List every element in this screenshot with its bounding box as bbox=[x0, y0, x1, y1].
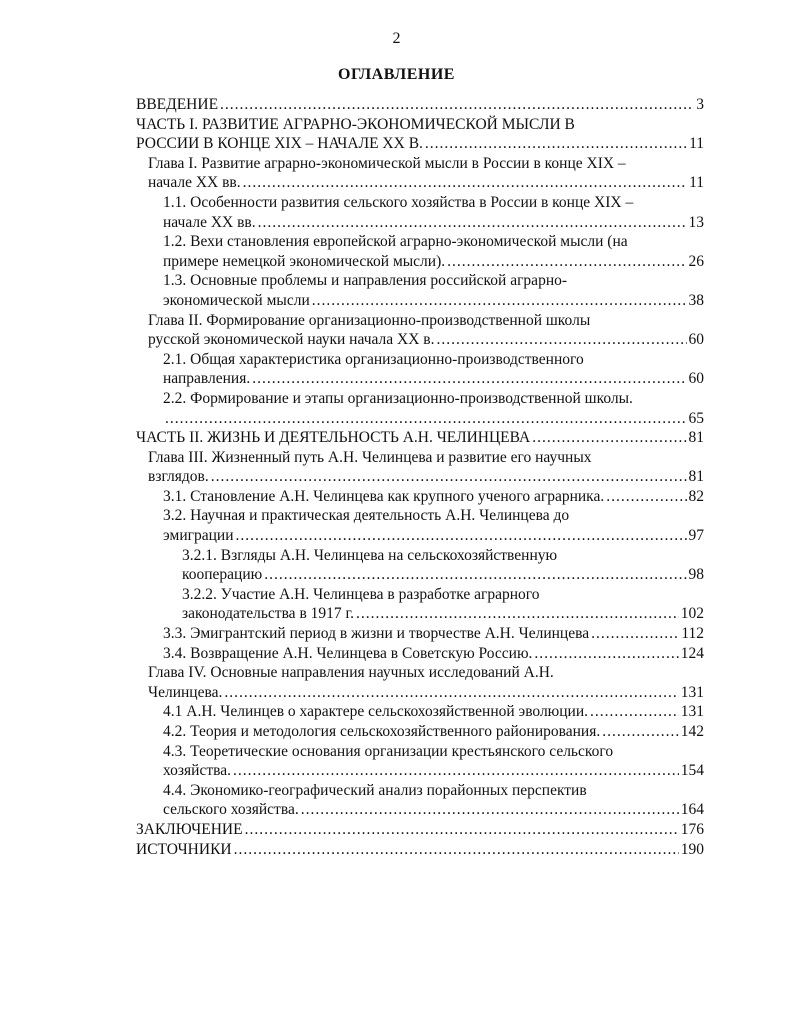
dot-leader bbox=[436, 330, 686, 350]
toc-page-number: 81 bbox=[688, 429, 704, 447]
toc-page-number: 11 bbox=[689, 174, 704, 192]
toc-entry-text-line: 2.1. Общая характеристика организационно-производственного bbox=[163, 350, 584, 368]
dot-leader bbox=[264, 565, 686, 585]
toc-page-number: 97 bbox=[688, 527, 704, 545]
toc-entry-title: Челинцева. bbox=[148, 683, 223, 701]
toc-entry bbox=[148, 154, 704, 193]
toc-page-number: 190 bbox=[680, 840, 704, 858]
toc-page-number: 3 bbox=[696, 96, 704, 113]
toc-entry-text-line: 4.3. Теоретические основания организации крестьянского сельского bbox=[163, 742, 614, 760]
dot-leader bbox=[590, 702, 679, 722]
toc-entry-title: сельского хозяйства. bbox=[163, 801, 299, 819]
toc-entry bbox=[163, 624, 704, 644]
toc-entry-text-line: 3.2.2. Участие А.Н. Челинцева в разработке аграрного bbox=[182, 585, 540, 603]
toc-entry-title: кооперацию bbox=[182, 566, 263, 584]
toc-entry bbox=[182, 585, 704, 624]
dot-leader bbox=[233, 761, 679, 781]
toc-entry-title: начале XX вв. bbox=[148, 174, 241, 192]
toc-entry-text-line: 3.2.1. Взгляды А.Н. Челинцева на сельскохозяйственную bbox=[182, 546, 558, 564]
toc-entry-text-line: 1.1. Особенности развития сельского хозяйства в России в конце XIX – bbox=[163, 193, 634, 211]
toc-entry-title: 3.3. Эмигрантский период в жизни и творчестве А.Н. Челинцева bbox=[163, 625, 590, 643]
dot-leader bbox=[356, 604, 679, 624]
toc-page-number: 98 bbox=[688, 566, 704, 584]
dot-leader bbox=[312, 291, 687, 311]
dot-leader bbox=[425, 134, 687, 154]
toc-entry bbox=[136, 840, 704, 860]
toc-entry-text-line: 2.2. Формирование и этапы организационно-производственной школы. bbox=[163, 389, 633, 407]
toc-entry-title: 4.1 А.Н. Челинцев о характере сельскохозяйственной эволюции. bbox=[163, 703, 589, 721]
toc-entry-text-line: 1.2. Вехи становления европейской аграрно-экономической мысли (на bbox=[163, 233, 628, 251]
toc-entry-title: РОССИИ В КОНЦЕ XIX – НАЧАЛЕ XX В. bbox=[136, 135, 423, 153]
toc-entry bbox=[163, 350, 704, 389]
toc-page-number: 81 bbox=[688, 468, 704, 486]
toc-entry-title: 3.1. Становление А.Н. Челинцева как крупного ученого аграрника. bbox=[163, 487, 605, 505]
dot-leader bbox=[243, 173, 687, 193]
dot-leader bbox=[252, 369, 686, 389]
toc-entry-title: ВВЕДЕНИЕ bbox=[136, 96, 219, 113]
toc-page-number: 164 bbox=[680, 801, 704, 819]
toc-entry-text-line: 4.4. Экономико-географический анализ порайонных перспектив bbox=[163, 781, 587, 799]
toc-entry-text-line: 3.2. Научная и практическая деятельность А.Н. Челинцева до bbox=[163, 507, 570, 525]
toc-page-number: 131 bbox=[680, 683, 704, 701]
toc-page-number: 26 bbox=[688, 252, 704, 270]
dot-leader bbox=[245, 820, 679, 840]
dot-leader bbox=[236, 526, 687, 546]
toc-entry-title: начале XX вв. bbox=[163, 213, 256, 231]
toc-entry bbox=[163, 232, 704, 271]
toc-page-number: 102 bbox=[680, 605, 704, 623]
toc-page-number: 124 bbox=[680, 644, 704, 662]
toc-page-number: 112 bbox=[681, 625, 704, 643]
toc-entry-title: экономической мысли bbox=[163, 291, 310, 309]
toc-entry bbox=[182, 546, 704, 585]
dot-leader bbox=[591, 624, 679, 644]
page-number: 2 bbox=[392, 30, 401, 47]
toc-page-number: 154 bbox=[680, 762, 704, 780]
dot-leader bbox=[602, 722, 679, 742]
toc-entry bbox=[163, 271, 704, 310]
toc-entry bbox=[136, 115, 704, 154]
dot-leader bbox=[301, 800, 679, 820]
toc-entry-text-line: Глава IV. Основные направления научных исследований А.Н. bbox=[148, 664, 554, 682]
toc-entry-title: ИСТОЧНИКИ bbox=[136, 840, 232, 858]
toc-page-number: 11 bbox=[689, 135, 704, 153]
toc-entry bbox=[163, 193, 704, 232]
toc-entry-text-line: ЧАСТЬ I. РАЗВИТИЕ АГРАРНО-ЭКОНОМИЧЕСКОЙ МЫСЛИ В bbox=[136, 115, 575, 133]
toc-page-number: 60 bbox=[688, 331, 704, 349]
toc-entry-text-line: Глава I. Развитие аграрно-экономической мысли в России в конце XIX – bbox=[148, 154, 626, 172]
toc-entry bbox=[136, 820, 704, 840]
toc-page-number: 65 bbox=[688, 409, 704, 427]
dot-leader bbox=[234, 840, 679, 860]
toc-page-number: 38 bbox=[688, 291, 704, 309]
toc-entry bbox=[163, 781, 704, 820]
toc-entry-title: ЗАКЛЮЧЕНИЕ bbox=[136, 820, 243, 838]
dot-leader bbox=[258, 213, 687, 233]
toc-entry-title: ЧАСТЬ II. ЖИЗНЬ И ДЕЯТЕЛЬНОСТЬ А.Н. ЧЕЛИНЦЕВА bbox=[136, 429, 531, 447]
toc-page-number: 13 bbox=[688, 213, 704, 231]
toc-entry-title: русской экономической науки начала XX в. bbox=[148, 331, 435, 349]
toc-entry bbox=[148, 663, 704, 702]
toc-entry bbox=[163, 506, 704, 545]
toc-page-number: 131 bbox=[680, 703, 704, 721]
toc-entry-title: направления. bbox=[163, 370, 251, 388]
toc-entry bbox=[148, 311, 704, 350]
dot-leader bbox=[534, 644, 678, 664]
toc-page-number: 176 bbox=[680, 820, 704, 838]
toc-entry bbox=[163, 389, 704, 428]
toc-entry-text-line: Глава III. Жизненный путь А.Н. Челинцева и развитие его научных bbox=[148, 448, 592, 466]
toc-entry bbox=[163, 487, 704, 507]
dot-leader bbox=[447, 252, 686, 272]
dot-leader bbox=[165, 409, 687, 429]
toc-entry bbox=[136, 428, 704, 448]
toc-entry bbox=[163, 742, 704, 781]
toc-entry bbox=[163, 722, 704, 742]
toc-entry bbox=[163, 702, 704, 722]
toc-entry-title: эмиграции bbox=[163, 527, 234, 545]
dot-leader bbox=[532, 428, 686, 448]
toc-entry-title: законодательства в 1917 г. bbox=[182, 605, 354, 623]
dot-leader bbox=[220, 95, 694, 115]
dot-leader bbox=[606, 487, 686, 507]
toc-entry-text-line: Глава II. Формирование организационно-производственной школы bbox=[148, 311, 591, 329]
dot-leader bbox=[211, 467, 687, 487]
toc-page-number: 60 bbox=[688, 370, 704, 388]
toc-entry-title: 3.4. Возвращение А.Н. Челинцева в Советскую Россию. bbox=[163, 644, 533, 662]
toc-entry-title: примере немецкой экономической мысли). bbox=[163, 252, 446, 270]
toc-page-number: 142 bbox=[680, 723, 704, 740]
toc-entry-title: 4.2. Теория и методология сельскохозяйственного районирования. bbox=[163, 723, 601, 740]
toc-entry-title: взглядов. bbox=[148, 468, 209, 486]
toc-entry bbox=[163, 644, 704, 664]
dot-leader bbox=[224, 683, 678, 703]
toc-entry-title: хозяйства. bbox=[163, 762, 231, 780]
table-of-contents bbox=[136, 95, 704, 859]
toc-page-number: 82 bbox=[688, 487, 704, 505]
toc-entry bbox=[148, 448, 704, 487]
toc-entry-text-line: 1.3. Основные проблемы и направления российской аграрно- bbox=[163, 272, 568, 290]
toc-title: ОГЛАВЛЕНИЕ bbox=[338, 66, 455, 83]
toc-entry bbox=[136, 95, 704, 115]
